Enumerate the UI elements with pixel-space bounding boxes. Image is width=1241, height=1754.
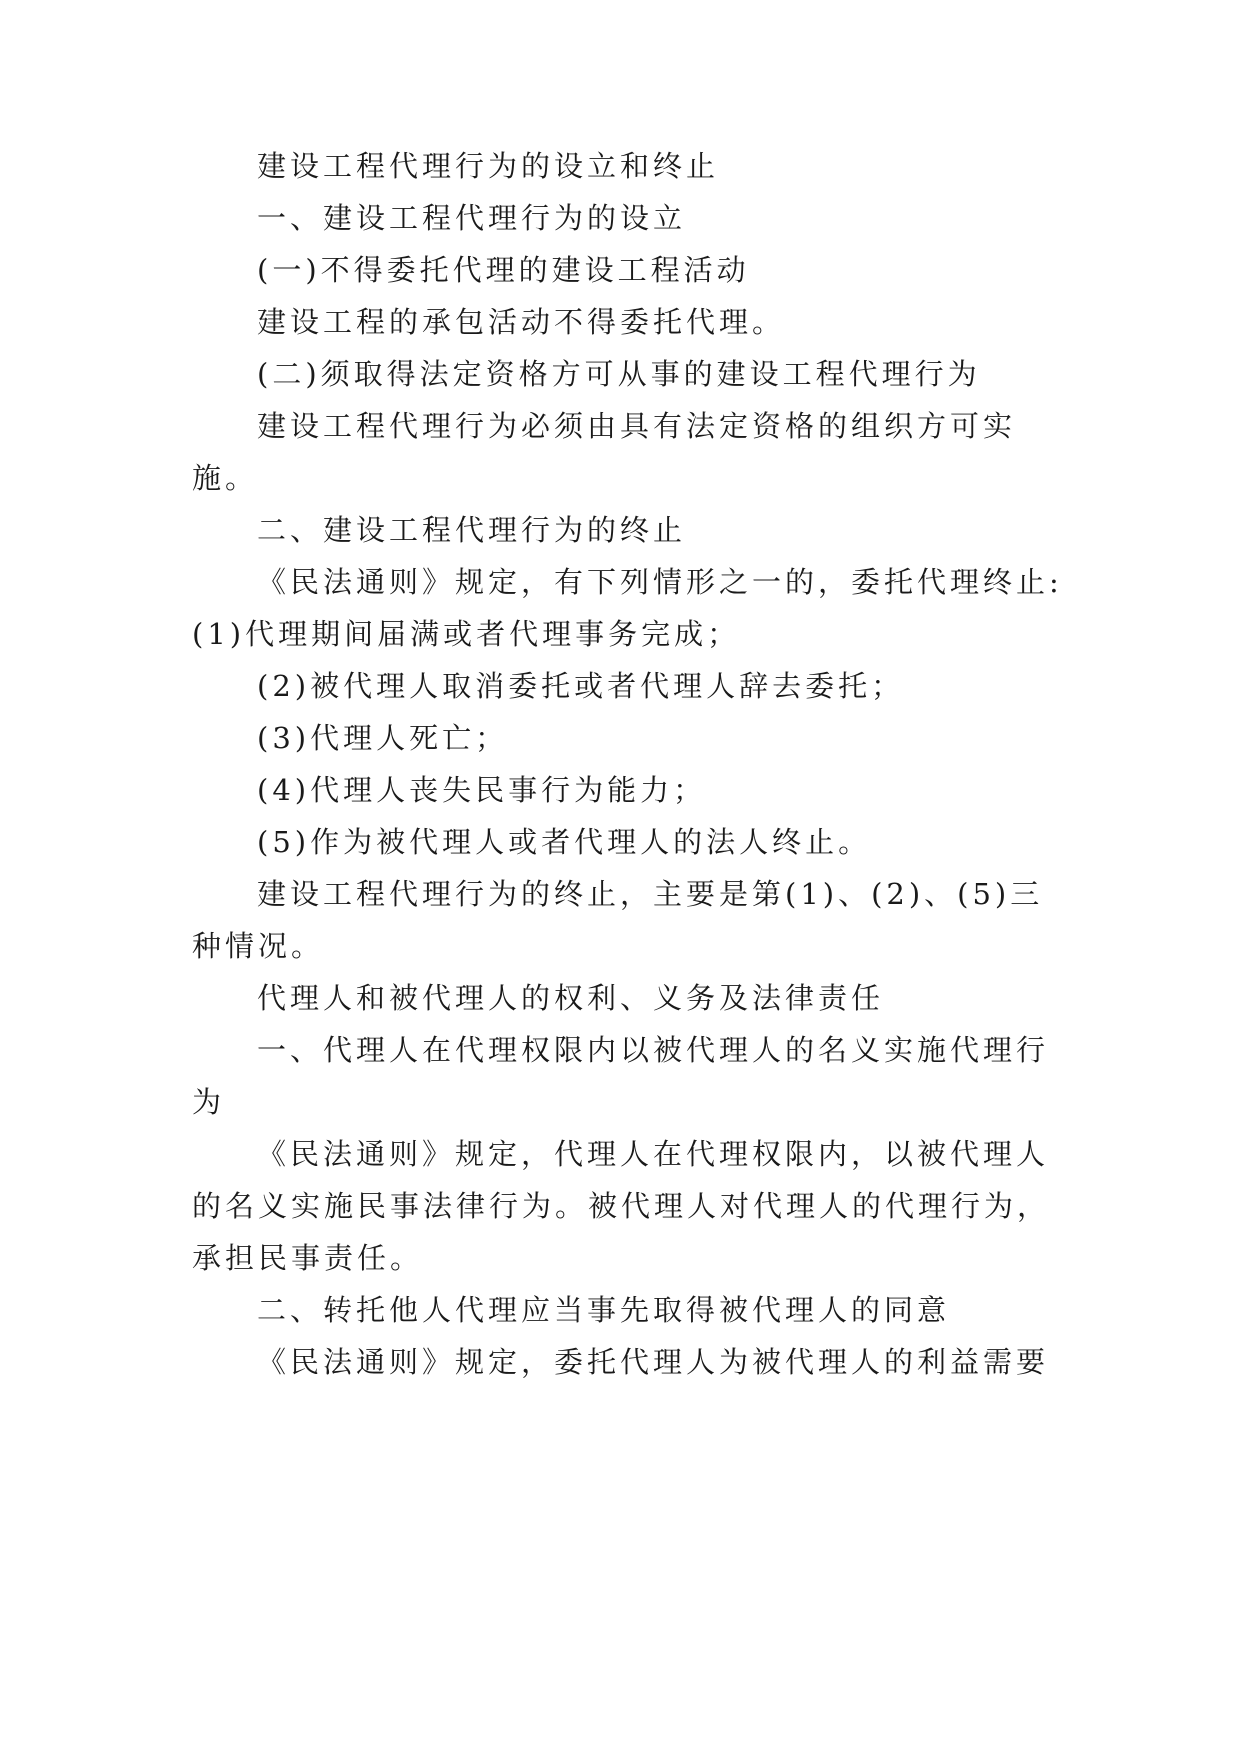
paragraph-line: 承担民事责任。 <box>192 1241 424 1275</box>
paragraph-line: 《民法通则》规定，有下列情形之一的，委托代理终止: <box>257 565 1063 599</box>
section-heading-sub-delegation: 二、转托他人代理应当事先取得被代理人的同意 <box>257 1293 951 1327</box>
paragraph-line: 种情况。 <box>192 929 325 963</box>
list-item: (4)代理人丧失民事行为能力； <box>257 773 707 807</box>
paragraph-line: 《民法通则》规定，委托代理人为被代理人的利益需要 <box>257 1345 1050 1379</box>
paragraph-line: 为 <box>192 1085 226 1119</box>
list-item: (3)代理人死亡； <box>257 721 509 755</box>
list-item: (2)被代理人取消委托或者代理人辞去委托； <box>257 669 905 703</box>
paragraph-line: 施。 <box>192 461 259 495</box>
paragraph-line: 的名义实施民事法律行为。被代理人对代理人的代理行为， <box>192 1189 1051 1223</box>
section-heading-agency-scope: 一、代理人在代理权限内以被代理人的名义实施代理行 <box>257 1033 1050 1067</box>
heading-rights-and-duties: 代理人和被代理人的权利、义务及法律责任 <box>257 981 885 1015</box>
paragraph-line: 建设工程代理行为的终止，主要是第(1)、(2)、(5)三 <box>257 877 1044 911</box>
subheading-no-delegation: (一)不得委托代理的建设工程活动 <box>257 253 750 287</box>
paragraph-line: 建设工程的承包活动不得委托代理。 <box>257 305 786 339</box>
section-heading-termination: 二、建设工程代理行为的终止 <box>257 513 687 547</box>
list-item: (5)作为被代理人或者代理人的法人终止。 <box>257 825 872 859</box>
paragraph-line: 《民法通则》规定，代理人在代理权限内，以被代理人 <box>257 1137 1050 1171</box>
paragraph-line: 建设工程代理行为必须由具有法定资格的组织方可实 <box>257 409 1017 443</box>
heading-establish-and-terminate: 建设工程代理行为的设立和终止 <box>257 149 720 183</box>
subheading-legal-qualification: (二)须取得法定资格方可从事的建设工程代理行为 <box>257 357 981 391</box>
section-heading-establish: 一、建设工程代理行为的设立 <box>257 201 687 235</box>
list-item: (1)代理期间届满或者代理事务完成； <box>192 617 741 651</box>
